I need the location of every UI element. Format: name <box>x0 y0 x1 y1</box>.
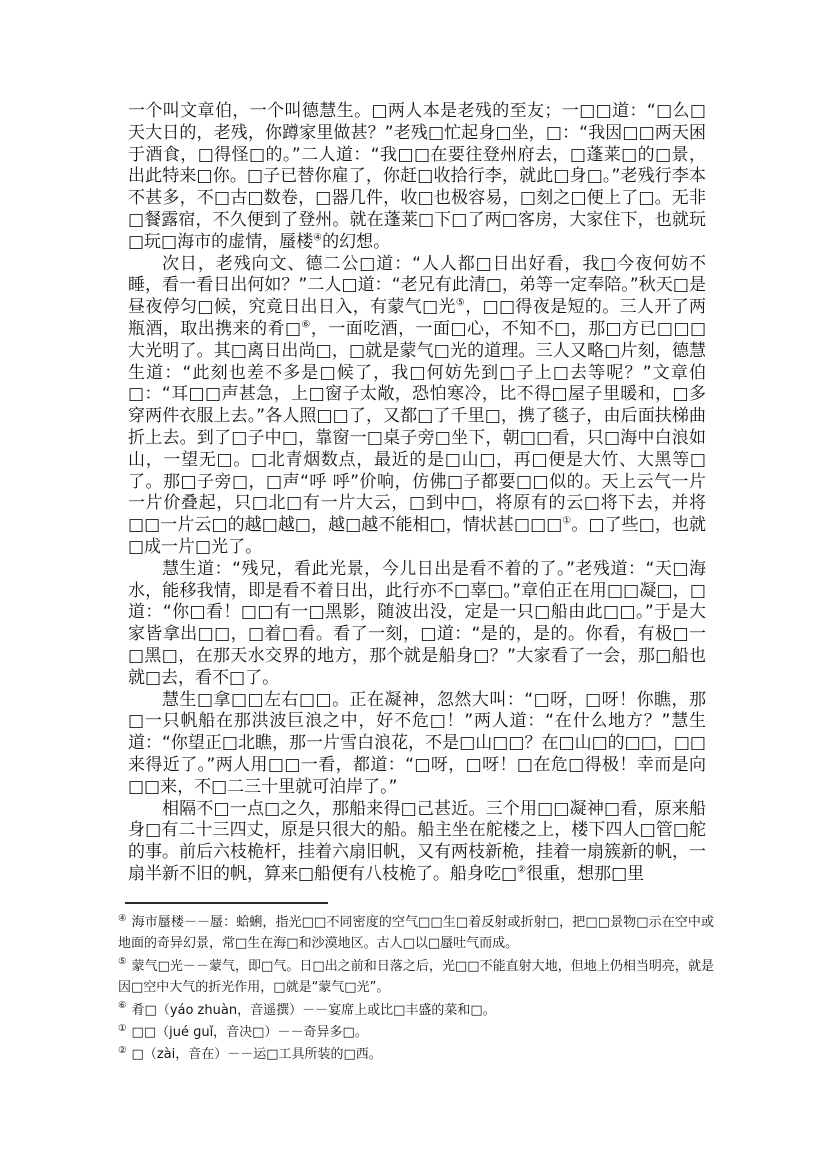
footnote-marker: ④ <box>118 912 127 924</box>
footnote-ref: ⑤ <box>455 297 466 309</box>
footnote-separator <box>125 902 328 904</box>
paragraph: 一个叫文章伯，一个叫德慧生。□两人本是老残的至友；一□□道：“□么□天大日的，老残，你蹲家里做甚？”老残□忙起身□坐，□：“我因□□两天困于酒食，□得怪□的。”二人道：“我□□在要往登州府去，□蓬莱□的□景，出此特来□你。□子已替你雇了，你赶□收拾行李，就此□身□。”老残行李本不甚多，不□古□数卷，□器几件，收□也极容易，□刻之□便上了□。无非□餐露宿，不久便到了登州。就在蓬莱□下□了两□客房，大家住下，也就玩□玩□海市的虚情，蜃楼④的幻想。 <box>128 101 706 252</box>
paragraph: 次日，老残向文、德二公□道：“人人都□日出好看，我□今夜何妨不睡，看一看日出何如？”二人□道：“老兄有此清□，弟等一定奉陪。”秋天□是昼夜停匀□候，究竟日出日入，有蒙气□光⑤，□□得夜是短的。三人开了两瓶酒，取出携来的肴□⑥，一面吃酒，一面□心，不知不□，那□方已□□□大光明了。其□离日出尚□，□就是蒙气□光的道理。三人又略□片刻，德慧生道：“此刻也差不多是□候了，我□何妨先到□子上□去等呢？”文章伯□：“耳□□声甚急，上□窗子太敞，恐怕寒冷，比不得□屋子里暖和，□多穿两件衣服上去。”各人照□□了，又都□了千里□，携了毯子，由后面扶梯曲折上去。到了□子中□，靠窗一□桌子旁□坐下，朝□□看，只□海中白浪如山，一望无□。□北青烟数点，最近的是□山□，再□便是大竹、大黑等□了。那□子旁□，□声“呼 呼”价响，仿佛□子都要□□似的。天上云气一片一片价叠起，只□北□有一片大云，□到中□，将原有的云□将下去，并将□□一片云□的越□越□，越□越不能相□，情状甚□□□①。□了些□，也就□成一片□光了。 <box>128 253 707 557</box>
footnote-ref: ② <box>517 864 527 876</box>
footnote-ref: ④ <box>313 232 323 244</box>
footnote-marker: ② <box>118 1045 127 1057</box>
paragraph: 相隔不□一点□之久，那船来得□己甚近。三个用□□凝神□看，原来船身□有二十三四丈，原是只很大的船。船主坐在舵楼之上，楼下四人□管□舵的事。前后六枝桅杆，挂着六扇旧帆，又有两枝新桅，挂着一扇簇新的帆，一扇半新不旧的帆，算来□船便有八枝桅了。船身吃□②很重，想那□里 <box>128 798 706 884</box>
footnote-ref: ⑥ <box>301 319 311 331</box>
footnote-item: ⑤ 蒙气□光－－蒙气，即□气。日□出之前和日落之后，光□□不能直射大地，但地上仍相当明亮，就是因□空中大气的折光作用，□就是“蒙气□光”。 <box>118 956 714 996</box>
footnote-item: ② □（zài，音在）－－运□工具所装的□西。 <box>118 1045 382 1063</box>
footnote-marker: ① <box>118 1022 127 1034</box>
footnotes-section <box>118 912 714 1067</box>
footnote-marker: ⑤ <box>118 956 127 968</box>
footnote-item: ① □□（jué ɡuǐ，音决□）－－奇异多□。 <box>118 1022 368 1041</box>
footnote-item: ⑥ 肴□（yáo zhuàn，音遥撰）－－宴席上或比□丰盛的菜和□。 <box>118 1000 496 1018</box>
footnote-item: ④ 海市蜃楼－－蜃：蛤蜊，指光□□不同密度的空气□□生□着反射或折射□，把□□景物□示在空中或地面的奇异幻景，常□生在海□和沙漠地区。古人□以□蜃吐气而成。 <box>118 912 714 952</box>
footnote-marker: ⑥ <box>118 1000 127 1012</box>
paragraph: 慧生□拿□□左右□□。正在凝神，忽然大叫：“□呀，□呀！你瞧，那□一只帆船在那洪波巨浪之中，好不危□！”两人道：“在什么地方？”慧生道：“你望正□北瞧，那一片雪白浪花，不是□山□□？在□山□的□□，□□来得近了。”两人用□□一看，都道：“□呀，□呀！□在危□得极！幸而是向□□来，不□二三十里就可泊岸了。” <box>128 689 706 797</box>
footnote-ref: ① <box>562 515 572 527</box>
body-text <box>128 101 706 886</box>
paragraph: 慧生道：“残兄，看此光景，今儿日出是看不着的了。”老残道：“天□海水，能移我情，即是看不着日出，此行亦不□辜□。”章伯正在用□□凝□，□道：“你□看！□□有一□黑影，随波出没，定是一只□船由此□□。”于是大家皆拿出□□，□着□看。看了一刻，□道：“是的，是的。你看，有极□一□黑□，在那天水交界的地方，那个就是船身□？”大家看了一会，那□船也就□去，看不□了。 <box>128 558 706 688</box>
